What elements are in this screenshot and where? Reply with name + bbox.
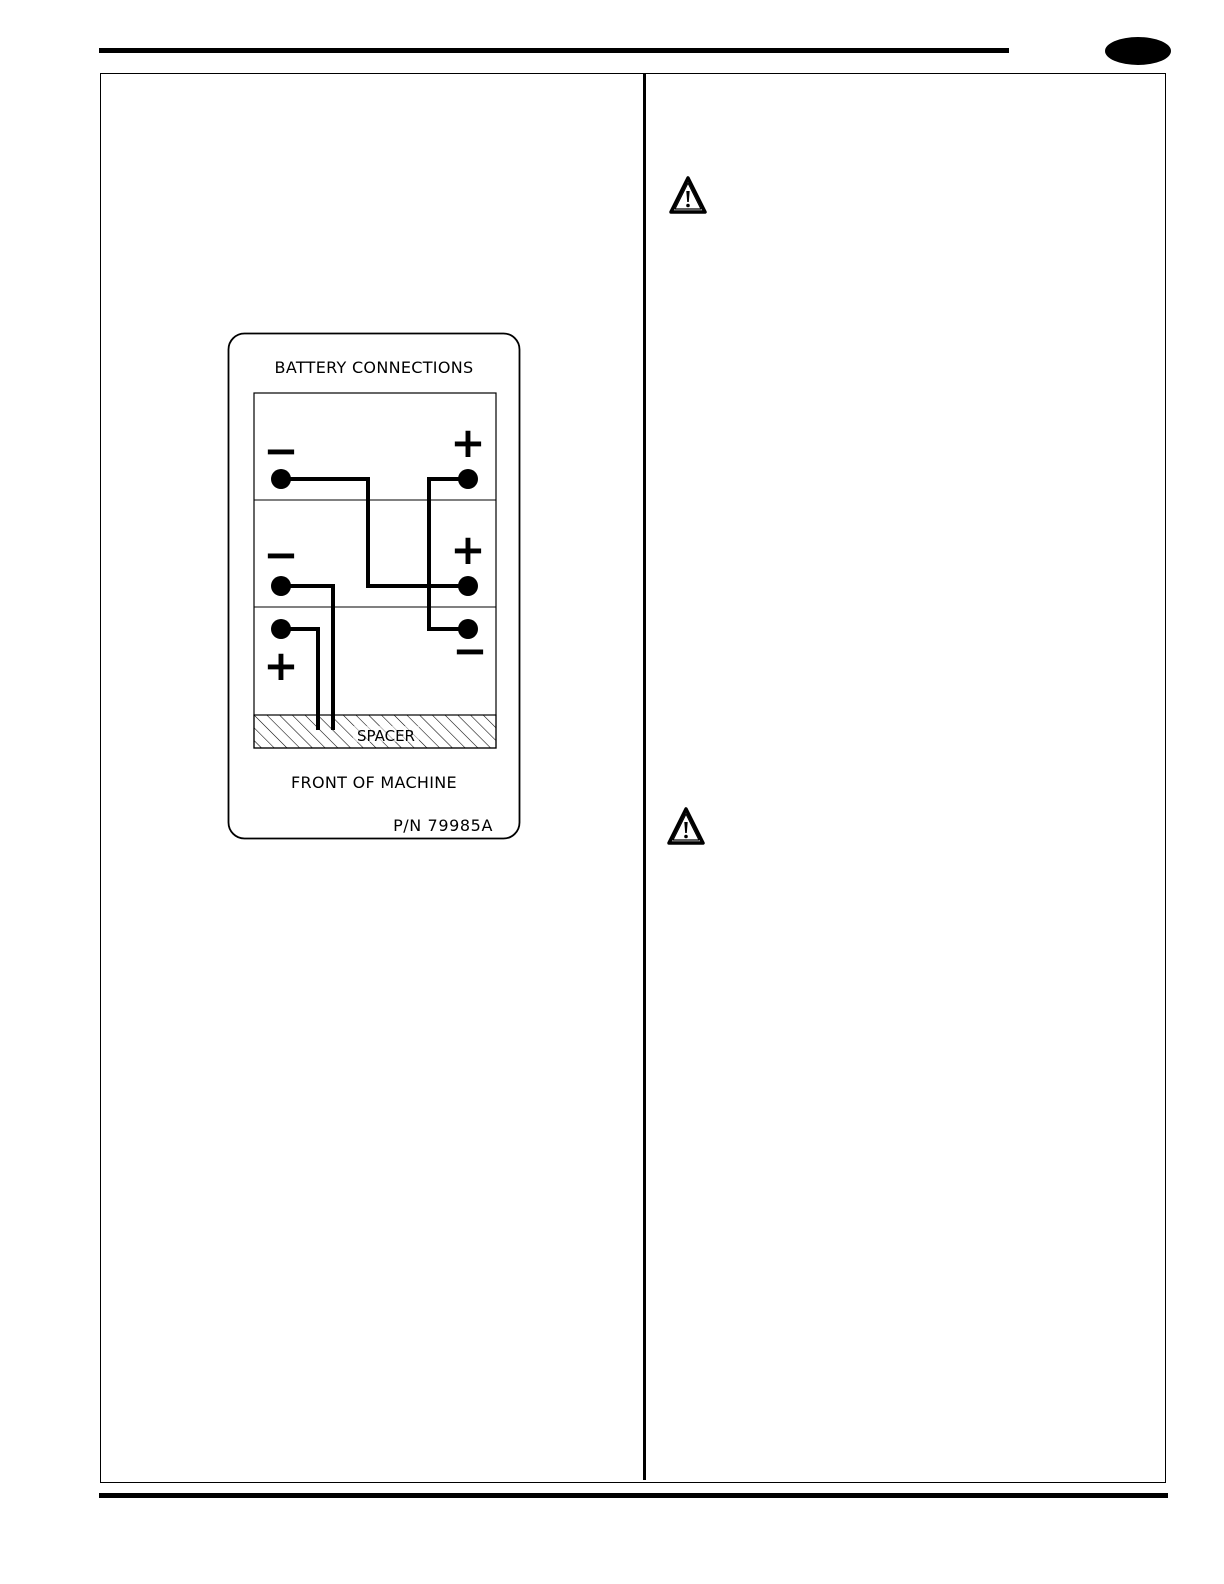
decal-title: BATTERY CONNECTIONS xyxy=(274,358,474,377)
polarity-negative-symbol: − xyxy=(263,530,299,579)
header-rule xyxy=(99,48,1009,53)
polarity-negative-symbol: − xyxy=(263,426,299,475)
warning-triangle-icon xyxy=(668,175,708,215)
front-of-machine-label: FRONT OF MACHINE xyxy=(291,773,457,792)
polarity-positive-symbol: + xyxy=(450,525,486,574)
battery-connections-decal xyxy=(227,332,521,840)
part-number-label: P/N 79985A xyxy=(393,816,493,835)
language-tab-marker xyxy=(1105,37,1171,65)
spacer-label: SPACER xyxy=(357,727,415,745)
terminal-battery3-positive xyxy=(271,619,291,639)
terminal-battery1-positive xyxy=(458,469,478,489)
terminal-battery2-negative xyxy=(271,576,291,596)
polarity-positive-symbol: + xyxy=(263,641,299,690)
battery-connections-diagram xyxy=(227,332,521,840)
terminal-battery2-positive xyxy=(458,576,478,596)
footer-rule xyxy=(99,1493,1168,1498)
polarity-negative-symbol: − xyxy=(452,626,488,675)
polarity-positive-symbol: + xyxy=(450,418,486,467)
warning-triangle-icon xyxy=(666,806,706,846)
column-divider xyxy=(643,73,646,1480)
